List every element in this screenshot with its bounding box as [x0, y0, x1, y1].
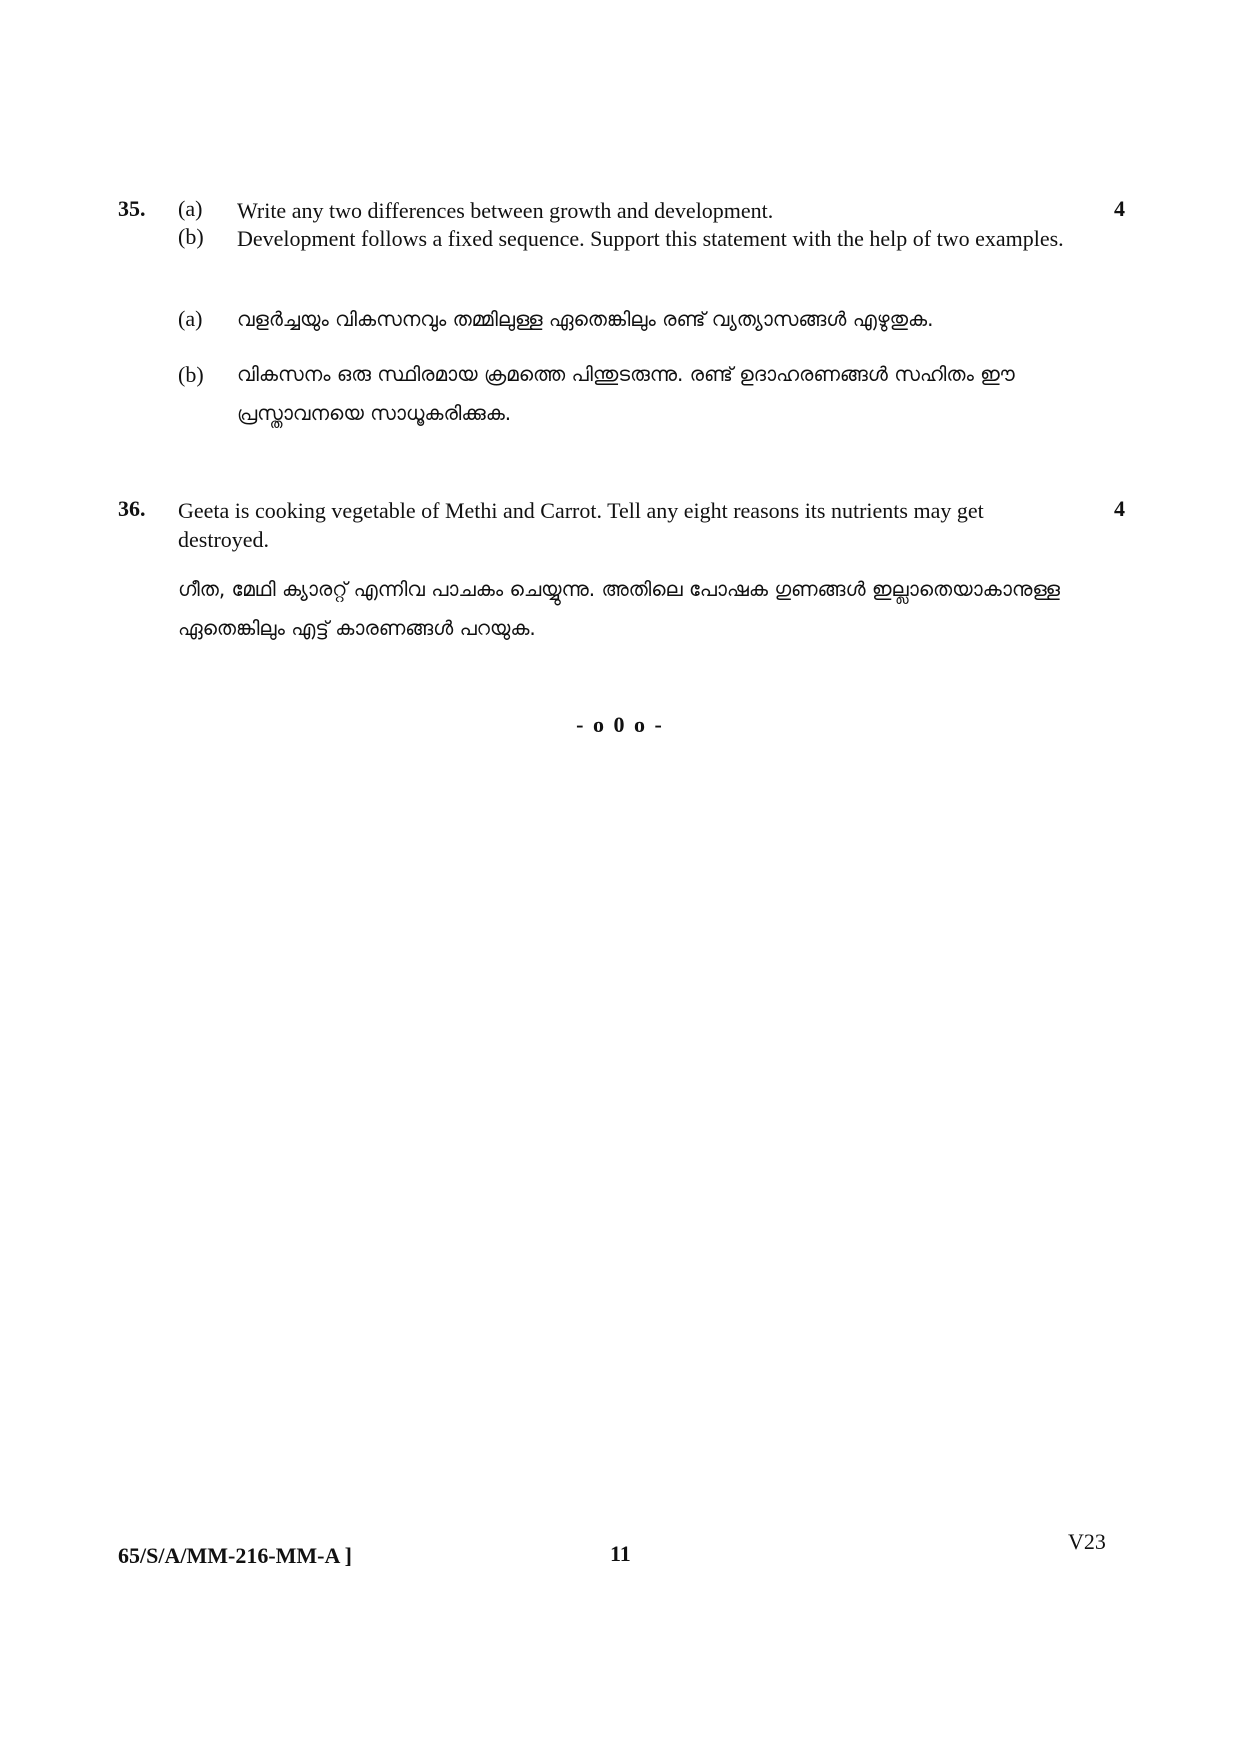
marks: 4: [1114, 496, 1125, 521]
question-text-en: Write any two differences between growth and development.: [237, 198, 774, 223]
question-text-en: Development follows a fixed sequence. Support this statement with the help of two examples.: [237, 226, 1064, 251]
subpart-label: (b): [178, 224, 204, 249]
question-number: 35.: [118, 196, 146, 221]
subpart-label-ml: (b): [178, 362, 204, 387]
question-text-en: Geeta is cooking vegetable of Methi and Carrot. Tell any eight reasons its nutrients may get destroyed.: [178, 498, 984, 552]
subpart-label-ml: (a): [178, 306, 203, 331]
question-text-ml: വികസനം ഒരു സ്ഥിരമായ ക്രമത്തെ പിന്തുടരുന്നു. രണ്ട് ഉദാഹരണങ്ങൾ സഹിതം ഈ പ്രസ്താവനയെ സാധൂകരിക്കുക.: [237, 362, 1015, 425]
subpart-label: (a): [178, 196, 203, 221]
question-text-ml: ഗീത, മേഥി ക്യാരറ്റ് എന്നിവ പാചകം ചെയ്യുന്നു. അതിലെ പോഷക ഗുണങ്ങൾ ഇല്ലാതെയാകാനുള്ള ഏതെങ്കിലും എട്ട് കാരണങ്ങൾ പറയുക.: [178, 577, 1060, 640]
end-of-paper-mark: - o 0 o -: [576, 712, 664, 737]
version-code: V23: [1068, 1529, 1106, 1554]
question-number: 36.: [118, 496, 146, 521]
question-text-ml: വളർച്ചയും വികസനവും തമ്മിലുള്ള ഏതെങ്കിലും രണ്ട് വ്യത്യാസങ്ങൾ എഴുതുക.: [237, 307, 934, 331]
marks: 4: [1114, 196, 1125, 221]
paper-code: 65/S/A/MM-216-MM-A ]: [118, 1543, 352, 1568]
page-number: 11: [610, 1541, 631, 1566]
